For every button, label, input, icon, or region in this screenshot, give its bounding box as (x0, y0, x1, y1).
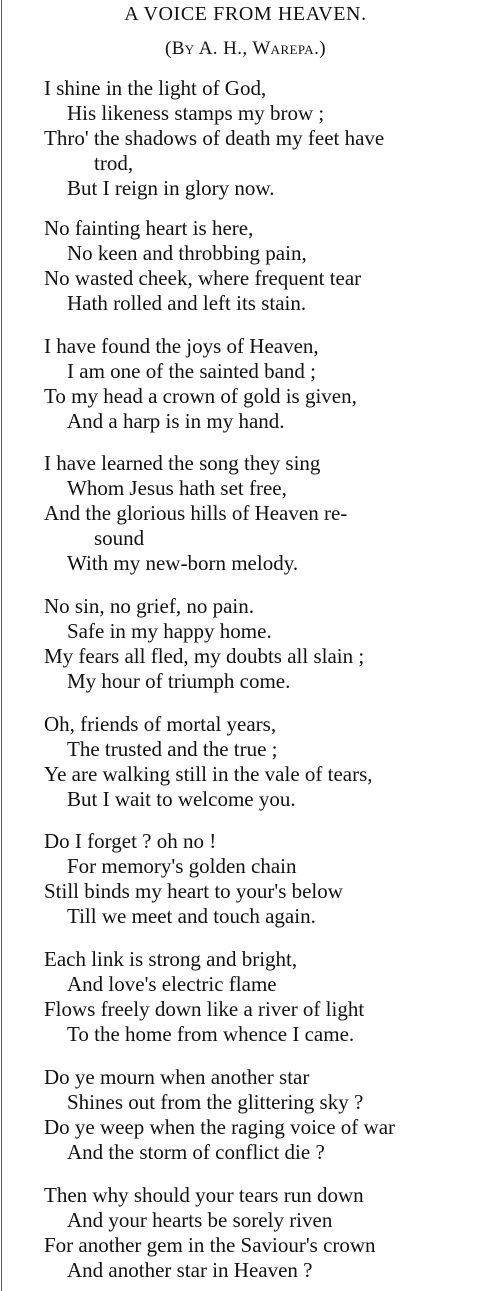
poem-line: But I wait to welcome you. (67, 787, 296, 811)
poem-line: For memory's golden chain (67, 854, 297, 878)
poem-line: And love's electric flame (67, 972, 277, 996)
poem-line: Do ye mourn when another star (44, 1065, 310, 1089)
poem-line: No sin, no grief, no pain. (44, 594, 254, 618)
poem-line: Oh, friends of mortal years, (44, 712, 277, 736)
poem-line: No wasted cheek, where frequent tear (44, 266, 362, 290)
poem-line: trod, (94, 151, 134, 175)
poem-line: sound (94, 526, 145, 550)
poem-line: Thro' the shadows of death my feet have (44, 126, 385, 150)
poem-line: No fainting heart is here, (44, 216, 254, 240)
poem-line: My fears all fled, my doubts all slain ; (44, 644, 365, 668)
poem-line: The trusted and the true ; (67, 737, 278, 761)
poem-line: Hath rolled and left its stain. (67, 291, 307, 315)
poem-line: No keen and throbbing pain, (67, 241, 307, 265)
poem-line: Shines out from the glittering sky ? (67, 1090, 364, 1114)
poem-line: Safe in my happy home. (67, 619, 272, 643)
poem-byline: (By A. H., Warepa.) (165, 38, 326, 59)
poem-line: To my head a crown of gold is given, (44, 384, 357, 408)
poem-line: My hour of triumph come. (67, 669, 291, 693)
poem-line: Still binds my heart to your's below (44, 879, 343, 903)
poem-line: I shine in the light of God, (44, 76, 267, 100)
poem-line: But I reign in glory now. (67, 176, 275, 200)
poem-line: And the storm of conflict die ? (67, 1140, 325, 1164)
poem-line: I have learned the song they sing (44, 451, 321, 475)
poem-line: For another gem in the Saviour's crown (44, 1233, 376, 1257)
poem-line: Till we meet and touch again. (67, 904, 316, 928)
poem-title: A VOICE FROM HEAVEN. (124, 3, 367, 25)
poem-line: And your hearts be sorely riven (67, 1208, 333, 1232)
poem-line: Then why should your tears run down (44, 1183, 364, 1207)
poem-line: Flows freely down like a river of light (44, 997, 365, 1021)
poem-line: I am one of the sainted band ; (67, 359, 317, 383)
column-rule (1, 0, 2, 1291)
poem-line: With my new-born melody. (67, 551, 299, 575)
poem-line: Do ye weep when the raging voice of war (44, 1115, 396, 1139)
poem-line: Whom Jesus hath set free, (67, 476, 287, 500)
poem-line: And a harp is in my hand. (67, 409, 285, 433)
poem-line: To the home from whence I came. (67, 1022, 355, 1046)
poem-line: Ye are walking still in the vale of tears, (44, 762, 373, 786)
poem-line: His likeness stamps my brow ; (67, 101, 325, 125)
poem-line: I have found the joys of Heaven, (44, 334, 319, 358)
poem-line: And another star in Heaven ? (67, 1258, 313, 1282)
poem-line: Each link is strong and bright, (44, 947, 298, 971)
poem-line: Do I forget ? oh no ! (44, 829, 217, 853)
poem-line: And the glorious hills of Heaven re- (44, 501, 348, 525)
